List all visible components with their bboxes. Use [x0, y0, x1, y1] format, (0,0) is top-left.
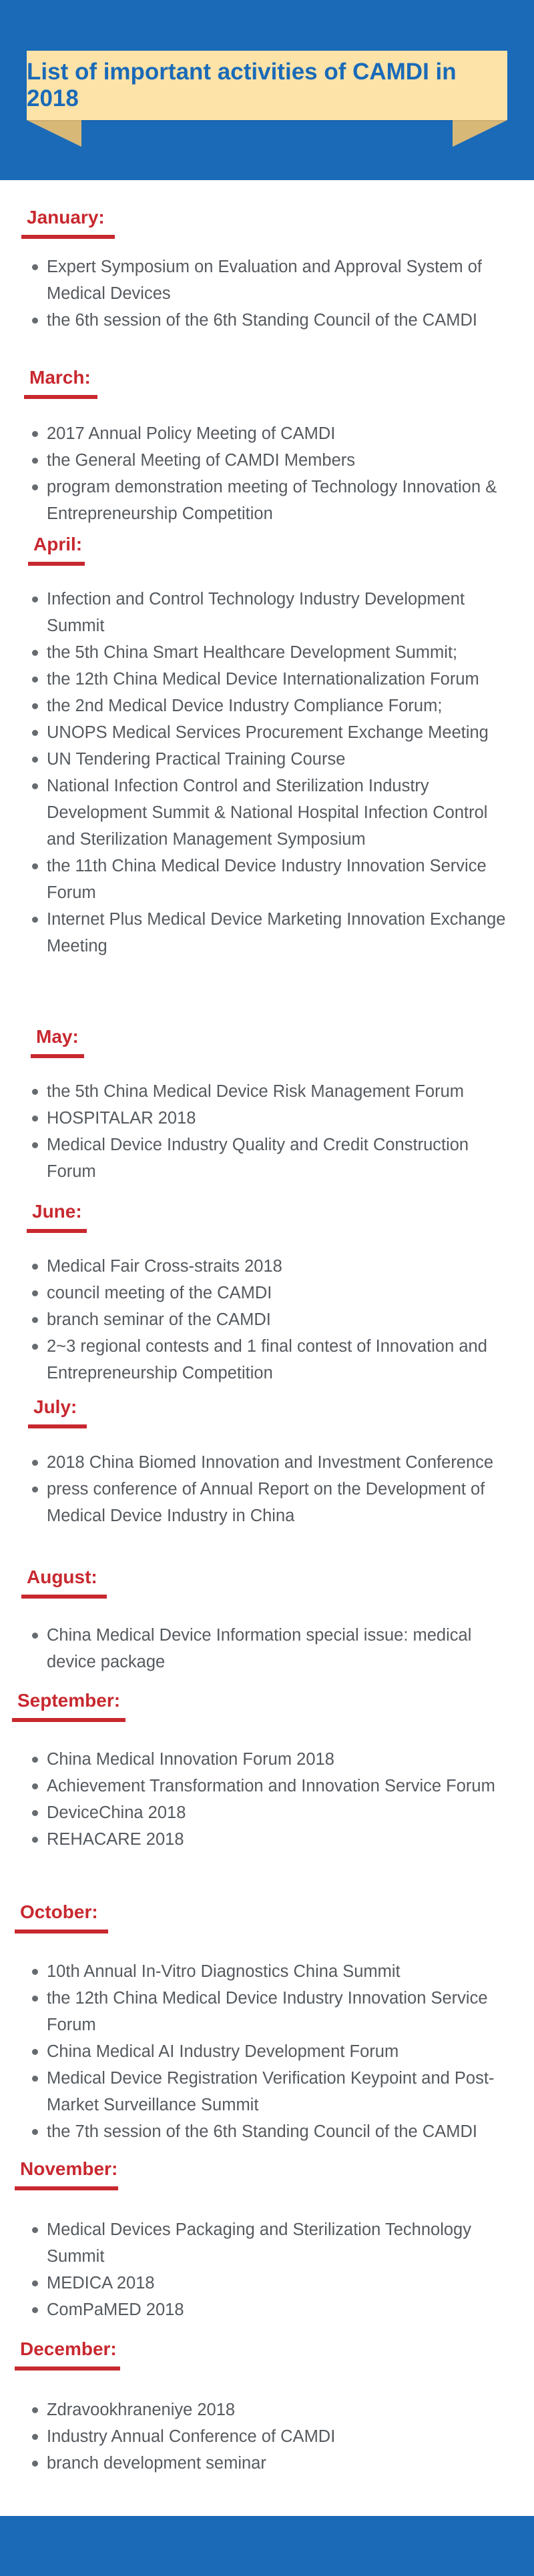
- month-underline: [21, 1595, 107, 1599]
- activity-list-march: [29, 420, 510, 527]
- month-title-november: November:: [20, 2158, 117, 2180]
- month-underline: [12, 1718, 125, 1722]
- activity-list-april: [29, 586, 510, 959]
- header: [0, 0, 534, 180]
- list-item: China Medical AI Industry Development Forum: [29, 2038, 510, 2065]
- list-item: Expert Symposium on Evaluation and Approval System of Medical Devices: [29, 254, 510, 307]
- list-item: branch seminar of the CAMDI: [29, 1306, 510, 1333]
- month-underline: [31, 1054, 84, 1058]
- month-underline: [15, 2186, 118, 2190]
- list-item: the 5th China Smart Healthcare Development Summit;: [29, 639, 510, 666]
- activity-list-october: [29, 1958, 510, 2145]
- list-item: China Medical Innovation Forum 2018: [29, 1746, 510, 1773]
- month-underline: [21, 235, 115, 239]
- list-item: the General Meeting of CAMDI Members: [29, 447, 510, 474]
- month-underline: [15, 2367, 120, 2371]
- activity-list-september: [29, 1746, 510, 1853]
- month-title-september: September:: [17, 1690, 120, 1711]
- list-item: Medical Devices Packaging and Sterilization Technology Summit: [29, 2216, 510, 2270]
- month-underline: [28, 562, 85, 566]
- month-title-january: January:: [27, 207, 105, 228]
- list-item: the 11th China Medical Device Industry Innovation Service Forum: [29, 853, 510, 906]
- list-item: MEDICA 2018: [29, 2270, 510, 2296]
- month-title-december: December:: [20, 2338, 117, 2360]
- list-item: Medical Device Industry Quality and Credit Construction Forum: [29, 1132, 510, 1185]
- list-item: 10th Annual In-Vitro Diagnostics China Summit: [29, 1958, 510, 1985]
- activity-list-january: [29, 254, 510, 334]
- month-title-april: April:: [33, 534, 82, 555]
- list-item: Achievement Transformation and Innovation Service Forum: [29, 1773, 510, 1799]
- month-title-july: July:: [33, 1396, 77, 1418]
- list-item: 2~3 regional contests and 1 final contest of Innovation and Entrepreneurship Competition: [29, 1333, 510, 1386]
- list-item: program demonstration meeting of Technology Innovation & Entrepreneurship Competition: [29, 474, 510, 527]
- list-item: the 5th China Medical Device Risk Management Forum: [29, 1078, 510, 1105]
- list-item: 2017 Annual Policy Meeting of CAMDI: [29, 420, 510, 447]
- list-item: branch development seminar: [29, 2450, 510, 2477]
- list-item: HOSPITALAR 2018: [29, 1105, 510, 1132]
- month-title-october: October:: [20, 1901, 98, 1923]
- month-title-may: May:: [36, 1026, 79, 1047]
- list-item: DeviceChina 2018: [29, 1799, 510, 1826]
- month-title-june: June:: [32, 1201, 82, 1222]
- month-underline: [27, 1229, 87, 1233]
- footer-bar: [0, 2516, 534, 2576]
- activity-list-july: [29, 1449, 510, 1529]
- list-item: 2018 China Biomed Innovation and Investment Conference: [29, 1449, 510, 1476]
- list-item: Industry Annual Conference of CAMDI: [29, 2423, 510, 2450]
- list-item: the 6th session of the 6th Standing Council of the CAMDI: [29, 307, 510, 334]
- list-item: the 12th China Medical Device Internationalization Forum: [29, 666, 510, 693]
- list-item: ComPaMED 2018: [29, 2296, 510, 2323]
- month-title-august: August:: [27, 1567, 97, 1588]
- list-item: press conference of Annual Report on the Development of Medical Device Industry in China: [29, 1476, 510, 1529]
- list-item: council meeting of the CAMDI: [29, 1280, 510, 1306]
- banner-fold-left: [27, 120, 81, 147]
- month-title-march: March:: [29, 367, 91, 388]
- list-item: Zdravookhraneniye 2018: [29, 2397, 510, 2423]
- activity-list-may: [29, 1078, 510, 1185]
- list-item: REHACARE 2018: [29, 1826, 510, 1853]
- title-banner: [27, 51, 507, 120]
- month-underline: [24, 395, 97, 399]
- list-item: the 7th session of the 6th Standing Council of the CAMDI: [29, 2118, 510, 2145]
- list-item: the 12th China Medical Device Industry Innovation Service Forum: [29, 1985, 510, 2038]
- list-item: China Medical Device Information special issue: medical device package: [29, 1622, 510, 1675]
- banner-fold-right: [453, 120, 507, 147]
- list-item: Medical Fair Cross-straits 2018: [29, 1253, 510, 1280]
- list-item: UN Tendering Practical Training Course: [29, 746, 510, 773]
- activity-list-november: [29, 2216, 510, 2323]
- activity-list-august: [29, 1622, 510, 1675]
- list-item: Medical Device Registration Verification Keypoint and Post-Market Surveillance Summit: [29, 2065, 510, 2118]
- list-item: Internet Plus Medical Device Marketing Innovation Exchange Meeting: [29, 906, 510, 959]
- list-item: National Infection Control and Sterilization Industry Development Summit & National Hospital Infection Control and Sterilization Management Symposium: [29, 773, 510, 853]
- activity-list-june: [29, 1253, 510, 1386]
- list-item: the 2nd Medical Device Industry Compliance Forum;: [29, 693, 510, 719]
- activity-list-december: [29, 2397, 510, 2477]
- month-underline: [15, 1929, 108, 1934]
- list-item: Infection and Control Technology Industry Development Summit: [29, 586, 510, 639]
- page-title: List of important activities of CAMDI in 2018: [27, 59, 457, 111]
- list-item: UNOPS Medical Services Procurement Exchange Meeting: [29, 719, 510, 746]
- month-underline: [28, 1424, 87, 1428]
